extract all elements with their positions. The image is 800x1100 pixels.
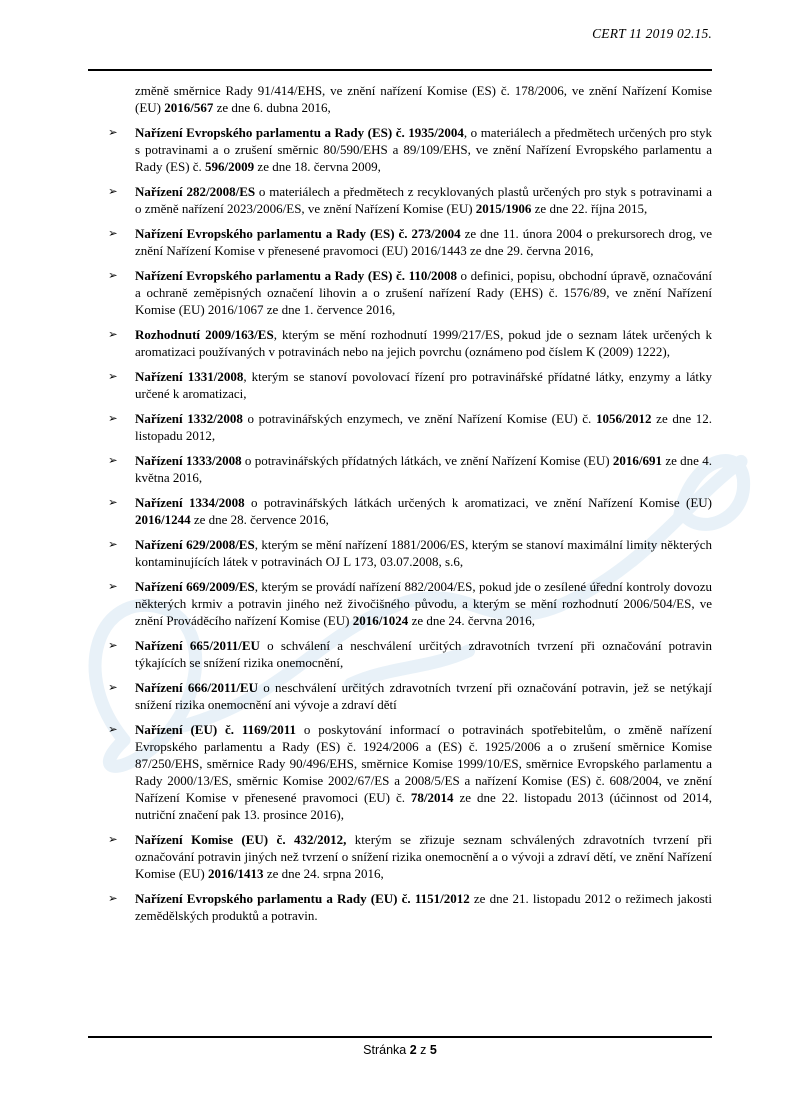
bullet-arrow-icon: ➢ <box>108 832 118 846</box>
list-item <box>108 452 712 486</box>
list-item <box>108 124 713 175</box>
document-body <box>108 82 713 932</box>
list-item <box>108 637 712 671</box>
item-text: Nařízení Evropského parlamentu a Rady (ES) č. 273/2004 ze dne 11. února 2004 o prekursorech drog, ve znění Nařízení Komise v přenesené pravomoci (EU) 2016/1443 ze dne 29. června 2016, <box>135 226 712 258</box>
list-item <box>108 679 712 713</box>
document-code: CERT 11 2019 02.15. <box>592 26 712 41</box>
bullet-arrow-icon: ➢ <box>108 579 118 593</box>
item-text: Nařízení 666/2011/EU o neschválení určitých zdravotních tvrzení při označování potravin, jež se netýkají snížení rizika onemocnění ani vývoje a zdraví dětí <box>135 680 712 712</box>
bullet-arrow-icon: ➢ <box>108 411 118 425</box>
bullet-arrow-icon: ➢ <box>108 638 118 652</box>
list-item <box>108 831 712 882</box>
list-item <box>108 183 712 217</box>
regulation-list <box>108 124 713 924</box>
footer-rule <box>88 1036 712 1038</box>
page-number: Stránka 2 z 5 <box>363 1043 437 1057</box>
item-text: Nařízení (EU) č. 1169/2011 o poskytování informací o potravinách spotřebitelům, o změně nařízení Evropského parlamentu a Rady (ES) č. 1924/2006 a (ES) č. 1925/2006 a o zrušení směrnice Komise 87/250/EHS, směrnice Rady 90/496/EHS, směrnice Komise 1999/10/ES, směrnice Evropského parlamentu a Rady 2000/13/ES, směrnic Komise 2002/67/ES a 2008/5/ES a nařízení Komise (ES) č. 608/2004, ve znění Nařízení Komise v přenesené pravomoci (EU) č. 78/2014 ze dne 22. listopadu 2013 (účinnost od 2014, nutriční značení pak 13. prosince 2016), <box>135 722 713 822</box>
bullet-arrow-icon: ➢ <box>108 327 118 341</box>
list-item <box>108 225 712 259</box>
item-text: Nařízení Evropského parlamentu a Rady (ES) č. 110/2008 o definici, popisu, obchodní úpravě, označování a ochraně zeměpisných označení lihovin a o zrušení nařízení Rady (EHS) č. 1576/89, ve znění Nařízení Komise (EU) 2016/1067 ze dne 1. července 2016, <box>135 268 712 317</box>
bullet-arrow-icon: ➢ <box>108 226 118 240</box>
item-text: Nařízení 282/2008/ES o materiálech a předmětech z recyklovaných plastů určených pro styk s potravinami a o změně nařízení 2023/2006/ES, ve znění Nařízení Komise (EU) 2015/1906 ze dne 22. října 2015, <box>135 184 712 216</box>
bullet-arrow-icon: ➢ <box>108 125 118 139</box>
item-text: Nařízení 1333/2008 o potravinářských přídatných látkách, ve znění Nařízení Komise (EU) 2016/691 ze dne 4. května 2016, <box>135 453 712 485</box>
list-item <box>108 536 712 570</box>
bullet-arrow-icon: ➢ <box>108 184 118 198</box>
intro-paragraph: změně směrnice Rady 91/414/EHS, ve znění nařízení Komise (ES) č. 178/2006, ve znění Nařízení Komise (EU) 2016/567 ze dne 6. dubna 2016, <box>135 83 712 115</box>
item-text: Rozhodnutí 2009/163/ES, kterým se mění rozhodnutí 1999/217/ES, pokud jde o seznam látek určených k aromatizaci používaných v potravinách nebo na jejich povrchu (oznámeno pod číslem K (2009) 1222), <box>135 327 712 359</box>
list-item <box>108 890 712 924</box>
item-text: Nařízení 629/2008/ES, kterým se mění nařízení 1881/2006/ES, kterým se stanoví maximální limity některých kontaminujících látek v potravinách OJ L 173, 03.07.2008, s.6, <box>135 537 712 569</box>
item-text: Nařízení 1332/2008 o potravinářských enzymech, ve znění Nařízení Komise (EU) č. 1056/2012 ze dne 12. listopadu 2012, <box>135 411 712 443</box>
bullet-arrow-icon: ➢ <box>108 268 118 282</box>
list-item <box>108 578 712 629</box>
header-rule <box>88 69 712 71</box>
list-item <box>108 326 712 360</box>
item-text: Nařízení Komise (EU) č. 432/2012, kterým se zřizuje seznam schválených zdravotních tvrzení při označování potravin jiných než tvrzení o snížení rizika onemocnění a o vývoji a zdraví dětí, ve znění Nařízení Komise (EU) 2016/1413 ze dne 24. srpna 2016, <box>135 832 712 881</box>
item-text: Nařízení Evropského parlamentu a Rady (EU) č. 1151/2012 ze dne 21. listopadu 2012 o režimech jakosti zemědělských produktů a potravin. <box>135 891 712 923</box>
bullet-arrow-icon: ➢ <box>108 891 118 905</box>
list-item <box>108 721 713 823</box>
bullet-arrow-icon: ➢ <box>108 453 118 467</box>
bullet-arrow-icon: ➢ <box>108 680 118 694</box>
item-text: Nařízení 669/2009/ES, kterým se provádí nařízení 882/2004/ES, pokud jde o zesílené úřední kontroly dovozu některých krmiv a potravin jiného než živočišného původu, a kterým se mění rozhodnutí 2006/504/ES, ve znění Prováděcího nařízení Komise (EU) 2016/1024 ze dne 24. června 2016, <box>135 579 712 628</box>
bullet-arrow-icon: ➢ <box>108 369 118 383</box>
list-item <box>108 368 712 402</box>
list-item <box>108 267 712 318</box>
bullet-arrow-icon: ➢ <box>108 722 118 736</box>
item-text: Nařízení Evropského parlamentu a Rady (ES) č. 1935/2004, o materiálech a předmětech určených pro styk s potravinami a o zrušení směrnic 80/590/EHS a 89/109/EHS, ve znění Nařízení Evropského parlamentu a Rady (ES) č. 596/2009 ze dne 18. června 2009, <box>135 125 713 174</box>
item-text: Nařízení 1334/2008 o potravinářských látkách určených k aromatizaci, ve znění Nařízení Komise (EU) 2016/1244 ze dne 28. července 2016, <box>135 495 712 527</box>
list-item <box>108 410 712 444</box>
bullet-arrow-icon: ➢ <box>108 495 118 509</box>
item-text: Nařízení 665/2011/EU o schválení a neschválení určitých zdravotních tvrzení při označování potravin týkajících se snížení rizika onemocnění, <box>135 638 712 670</box>
item-text: Nařízení 1331/2008, kterým se stanoví povolovací řízení pro potravinářské přídatné látky, enzymy a látky určené k aromatizaci, <box>135 369 712 401</box>
bullet-arrow-icon: ➢ <box>108 537 118 551</box>
list-item <box>108 494 712 528</box>
